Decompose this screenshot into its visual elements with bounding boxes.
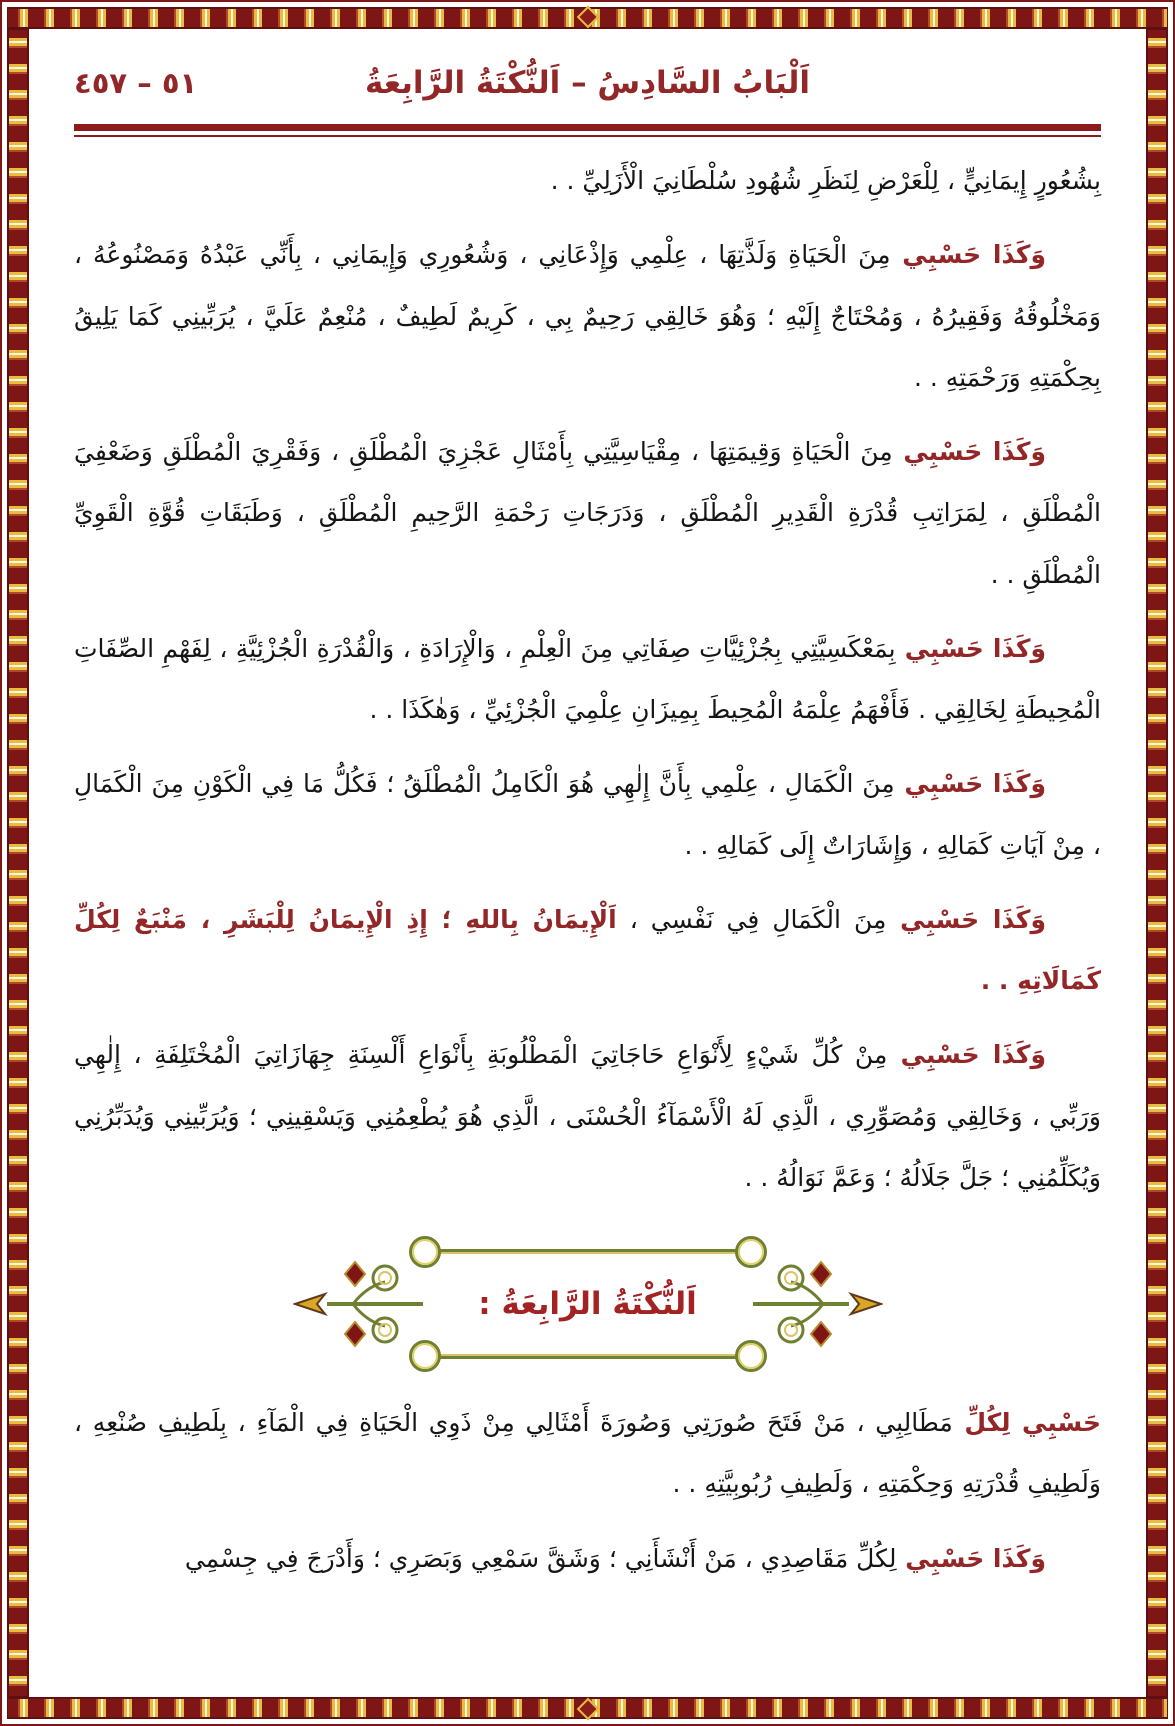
text-segment: وَكَذَا حَسْبِي (887, 1040, 1046, 1070)
paragraph (74, 1392, 1101, 1515)
text-segment: مِنَ الْكَمَالِ ، عِلْمِي بِأَنَّ إِلٰهِي هُوَ الْكَامِلُ الْمُطْلَقُ ؛ فَكُلُّ مَا فِي الْكَوْنِ مِنَ الْكَمَالِ ، مِنْ آيَاتِ كَمَالِهِ ، وَإِشَارَاتٌ إِلَى كَمَالِهِ . . (74, 769, 1101, 860)
paragraph (74, 421, 1101, 605)
text-segment: وَكَذَا حَسْبِي (890, 240, 1046, 270)
ornamental-border-left (7, 29, 29, 1697)
cartouche-box (423, 1249, 753, 1359)
paragraph (74, 1528, 1101, 1589)
text-segment: وَكَذَا حَسْبِي (886, 904, 1046, 934)
corner-curl-icon (409, 1236, 441, 1268)
page-number: ٥١ – ٤٥٧ (74, 66, 198, 100)
page-content (74, 52, 1101, 1690)
text-segment: بِشُعُورٍ إِيمَانِيٍّ ، لِلْعَرْضِ لِنَظَرِ شُهُودِ سُلْطَانِيَ الْأَزَلِيِّ . . (550, 166, 1101, 195)
text-segment: حَسْبِي لِكُلِّ (952, 1408, 1101, 1437)
body-paragraphs-after (74, 1392, 1101, 1589)
paragraph (74, 889, 1101, 1012)
header-divider (74, 124, 1101, 137)
text-segment: بِمَعْكَسِيَّتِي بِجُزْئِيَّاتِ صِفَاتِي مِنَ الْعِلْمِ ، وَالْإِرَادَةِ ، وَالْقُدْرَةِ الْجُزْئِيَّةِ ، لِفَهْمِ الصِّفَاتِ الْمُحِيطَةِ لِخَالِقِي . فَأَفْهَمُ عِلْمَهُ الْمُحِيطَ بِمِيزَانِ عِلْمِيَ الْجُزْئِيِّ ، وَهٰكَذَا . . (74, 633, 1101, 724)
cartouche-right-ornament-icon (753, 1244, 883, 1364)
text-segment: مَطَالِبِي ، مَنْ فَتَحَ صُورَتِي وَصُورَةَ أَمْثَالِي مِنْ ذَوِي الْحَيَاةِ فِي الْمَآءِ ، بِلَطِيفِ صُنْعِهِ ، وَلَطِيفِ قُدْرَتِهِ وَحِكْمَتِهِ ، وَلَطِيفِ رُبُوبِيَّتِهِ . . (74, 1408, 1101, 1499)
text-segment: اَلْإِيمَانُ بِاللهِ ؛ إِذِ الْإِيمَانُ لِلْبَشَرِ ، مَنْبَعٌ لِكُلِّ كَمَالَاتِهِ . . (74, 904, 1101, 995)
body-paragraphs-before (74, 150, 1101, 1208)
paragraph (74, 753, 1101, 876)
text-segment: وَكَذَا حَسْبِي (894, 769, 1046, 799)
text-segment: وَكَذَا حَسْبِي (895, 633, 1046, 663)
text-segment: وَكَذَا حَسْبِي (892, 437, 1046, 466)
corner-curl-icon (735, 1340, 767, 1372)
page-title: اَلْبَابُ السَّادِسُ – اَلنُّكْتَةُ الرَّابِعَةُ (364, 65, 811, 101)
paragraph (74, 224, 1101, 408)
paragraph (74, 618, 1101, 741)
ornamental-border-right (1146, 29, 1168, 1697)
text-segment: مِنْ كُلِّ شَيْءٍ لِأَنْوَاعِ حَاجَاتِيَ الْمَطْلُوبَةِ بِأَنْوَاعِ أَلْسِنَةِ جِهَازَاتِيَ الْمُخْتَلِفَةِ ، إِلٰهِي وَرَبِّي ، وَخَالِقِي وَمُصَوِّرِي ، الَّذِي لَهُ الْأَسْمَآءُ الْحُسْنَى ، الَّذِي هُوَ يُطْعِمُنِي وَيَسْقِينِي ؛ وَيُرَبِّينِي وَيُدَبِّرُنِي وَيُكَلِّمُنِي ؛ جَلَّ جَلَالُهُ ؛ وَعَمَّ نَوَالُهُ . . (74, 1040, 1101, 1192)
paragraph (74, 150, 1101, 211)
text-segment: مِنَ الْحَيَاةِ وَقِيمَتِهَا ، مِقْيَاسِيَّتِي بِأَمْثَالِ عَجْزِيَ الْمُطْلَقِ ، وَفَقْرِيَ الْمُطْلَقِ وَضَعْفِيَ الْمُطْلَقِ ، لِمَرَاتِبِ قُدْرَةِ الْقَدِيرِ الْمُطْلَقِ ، وَدَرَجَاتِ رَحْمَةِ الرَّحِيمِ الْمُطْلَقِ ، وَطَبَقَاتِ قُوَّةِ الْقَوِيِّ الْمُطْلَقِ . . (74, 437, 1101, 589)
text-segment: مِنَ الْحَيَاةِ وَلَذَّتِهَا ، عِلْمِي وَإِذْعَانِي ، وَشُعُورِي وَإِيمَانِي ، بِأَنِّي عَبْدُهُ وَمَصْنُوعُهُ ، وَمَخْلُوقُهُ وَفَقِيرُهُ ، وَمُحْتَاجٌ إِلَيْهِ ؛ وَهُوَ خَالِقِي رَحِيمٌ بِي ، كَرِيمٌ لَطِيفٌ ، مُنْعِمٌ عَلَيَّ ، يُرَبِّينِي كَمَا يَلِيقُ بِحِكْمَتِهِ وَرَحْمَتِهِ . . (74, 240, 1101, 392)
text-segment: وَكَذَا حَسْبِي (896, 1543, 1046, 1573)
cartouche-left-ornament-icon (293, 1244, 423, 1364)
text-segment: لِكُلِّ مَقَاصِدِي ، مَنْ أَنْشَأَنِي ؛ وَشَقَّ سَمْعِي وَبَصَرِي ؛ وَأَدْرَجَ فِي جِسْمِي (184, 1543, 897, 1573)
corner-curl-icon (409, 1340, 441, 1372)
cartouche-title: اَلنُّكْتَةُ الرَّابِعَةُ : (478, 1286, 697, 1322)
corner-curl-icon (735, 1236, 767, 1268)
paragraph (74, 1024, 1101, 1208)
page-header (74, 52, 1101, 114)
text-segment: مِنَ الْكَمَالِ فِي نَفْسِي ، (616, 904, 887, 934)
cartouche (268, 1234, 908, 1374)
